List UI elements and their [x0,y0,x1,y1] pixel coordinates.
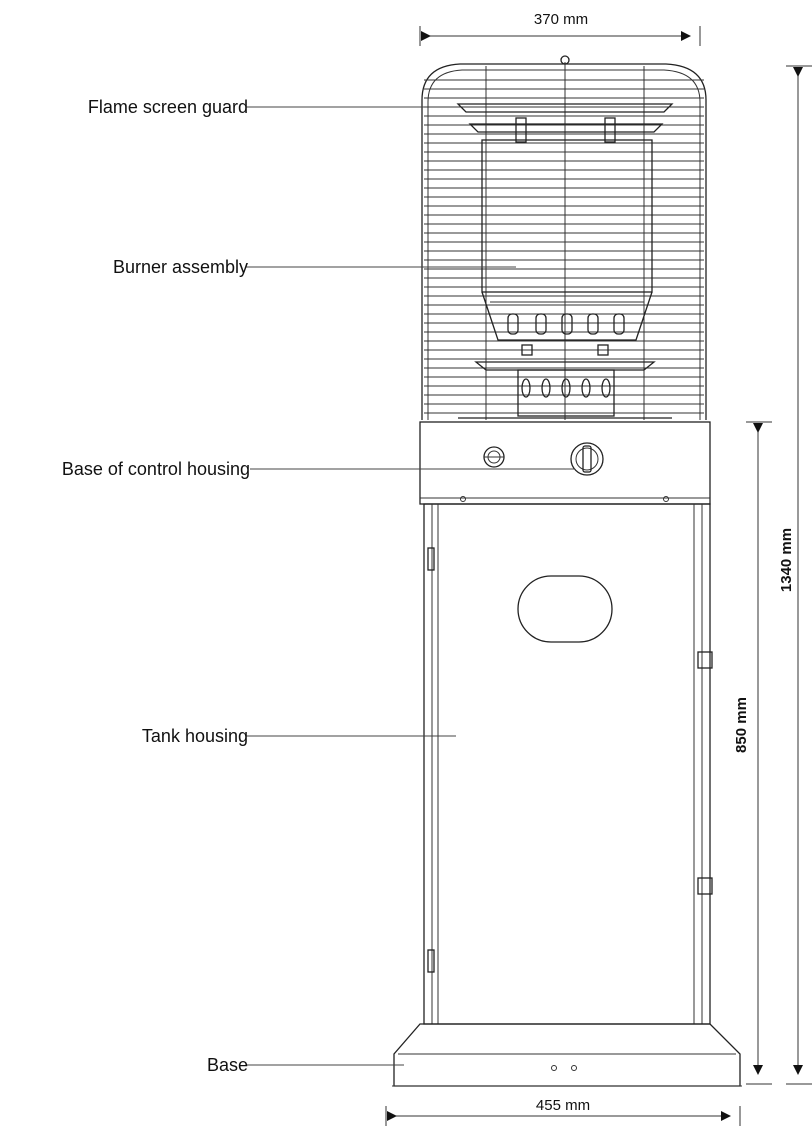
door-hinges [428,548,712,972]
dimension-total-height [778,66,812,1084]
dimension-base-width-label: 455 mm [535,1097,591,1114]
control-housing [420,422,710,504]
dimension-base-width [386,1097,740,1126]
control-knob [571,443,603,475]
label-burner-assembly: Burner assembly [112,257,248,277]
label-control-housing: Base of control housing [61,459,250,479]
label-flame-screen-guard: Flame screen guard [87,97,248,117]
label-base: Base [206,1055,248,1075]
dimension-top-width [420,11,700,46]
heater-base [392,1024,742,1086]
tank-housing [424,504,712,1024]
handle-opening [518,576,612,642]
igniter-button [484,447,504,467]
dimension-total-height-label: 1340 mm [778,527,795,593]
dimension-lower-height [733,422,772,1084]
dimension-lower-height-label: 850 mm [733,697,750,753]
dimension-top-width-label: 370 mm [533,11,589,28]
label-tank-housing: Tank housing [141,726,248,746]
